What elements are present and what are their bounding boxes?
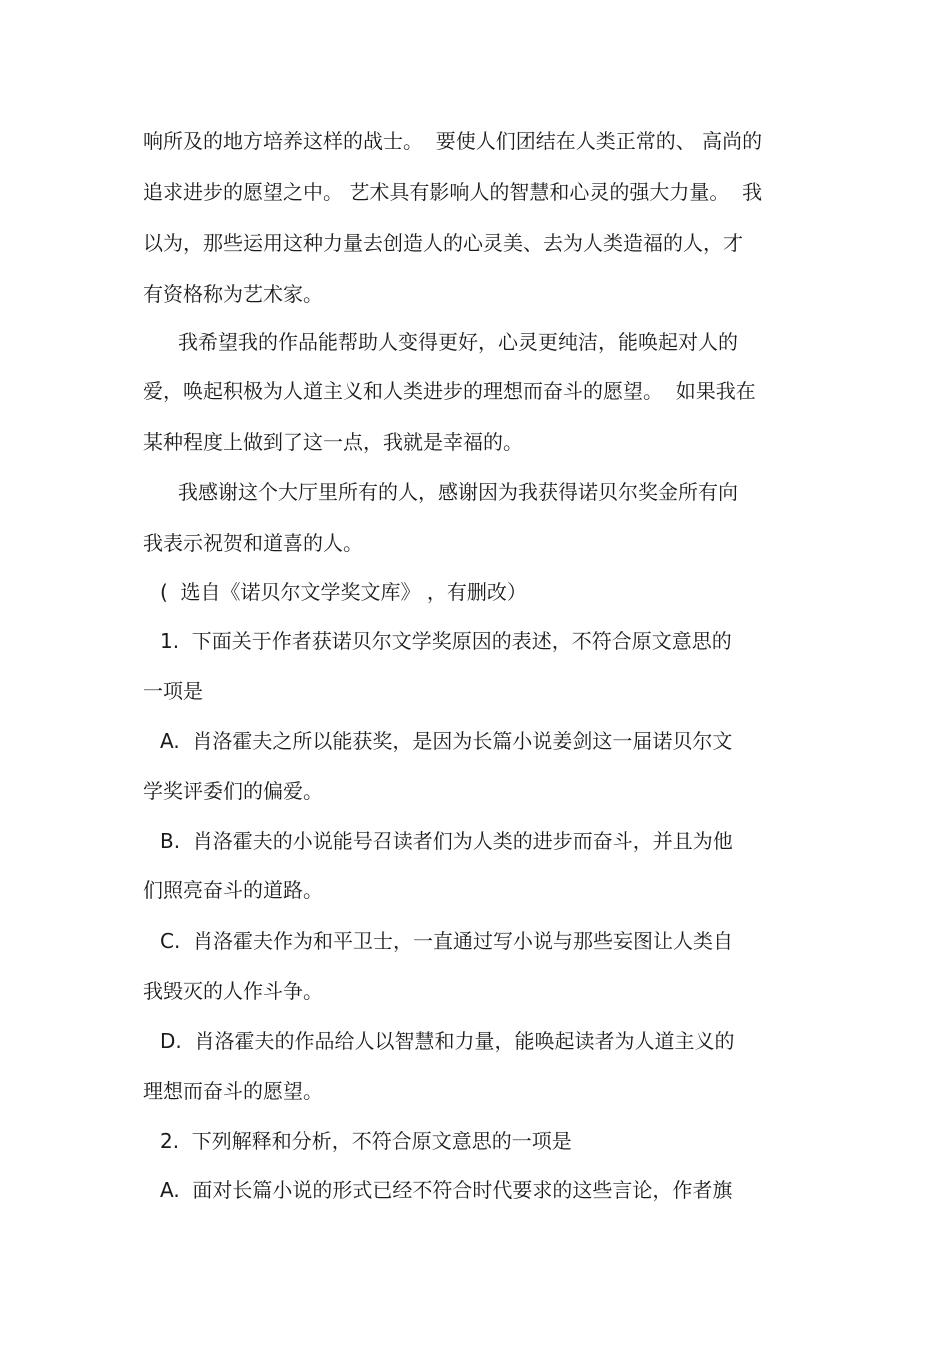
question-1-option-b: 们照亮奋斗的道路。 (143, 878, 323, 902)
question-1-option-d: D. 肖洛霍夫的作品给人以智慧和力量，能唤起读者为人道主义的 (160, 1029, 735, 1053)
question-2-stem: 2. 下列解释和分析，不符合原文意思的一项是 (160, 1129, 572, 1153)
question-1-stem: 一项是 (143, 679, 203, 703)
text-line: 响所及的地方培养这样的战士。 要使人们团结在人类正常的、 高尚的 (143, 129, 763, 153)
question-1-option-a: A. 肖洛霍夫之所以能获奖，是因为长篇小说姜剑这一届诺贝尔文 (160, 729, 733, 753)
text-line: 我希望我的作品能帮助人变得更好，心灵更纯洁，能唤起对人的 (178, 330, 738, 354)
question-1-option-d: 理想而奋斗的愿望。 (143, 1079, 323, 1103)
question-1-option-a: 学奖评委们的偏爱。 (143, 779, 323, 803)
question-1-option-c: 我毁灭的人作斗争。 (143, 979, 323, 1003)
question-1-stem: 1. 下面关于作者获诺贝尔文学奖原因的表述，不符合原文意思的 (160, 629, 732, 653)
text-line: 爱，唤起积极为人道主义和人类进步的理想而奋斗的愿望。 如果我在 (143, 379, 756, 403)
text-line: 某种程度上做到了这一点，我就是幸福的。 (143, 430, 523, 454)
source-citation: ( 选自《诺贝尔文学奖文库》 ，有删改） (160, 580, 527, 604)
text-line: 追求进步的愿望之中。 艺术具有影响人的智慧和心灵的强大力量。 我 (143, 180, 763, 204)
question-1-option-c: C. 肖洛霍夫作为和平卫士，一直通过写小说与那些妄图让人类自 (160, 929, 734, 953)
text-line: 我表示祝贺和道喜的人。 (143, 531, 363, 555)
question-1-option-b: B. 肖洛霍夫的小说能号召读者们为人类的进步而奋斗，并且为他 (160, 829, 733, 853)
text-line: 以为，那些运用这种力量去创造人的心灵美、去为人类造福的人，才 (143, 231, 743, 255)
question-2-option-a: A. 面对长篇小说的形式已经不符合时代要求的这些言论，作者旗 (160, 1178, 733, 1202)
text-line: 有资格称为艺术家。 (143, 282, 323, 306)
text-line: 我感谢这个大厅里所有的人，感谢因为我获得诺贝尔奖金所有向 (178, 480, 738, 504)
